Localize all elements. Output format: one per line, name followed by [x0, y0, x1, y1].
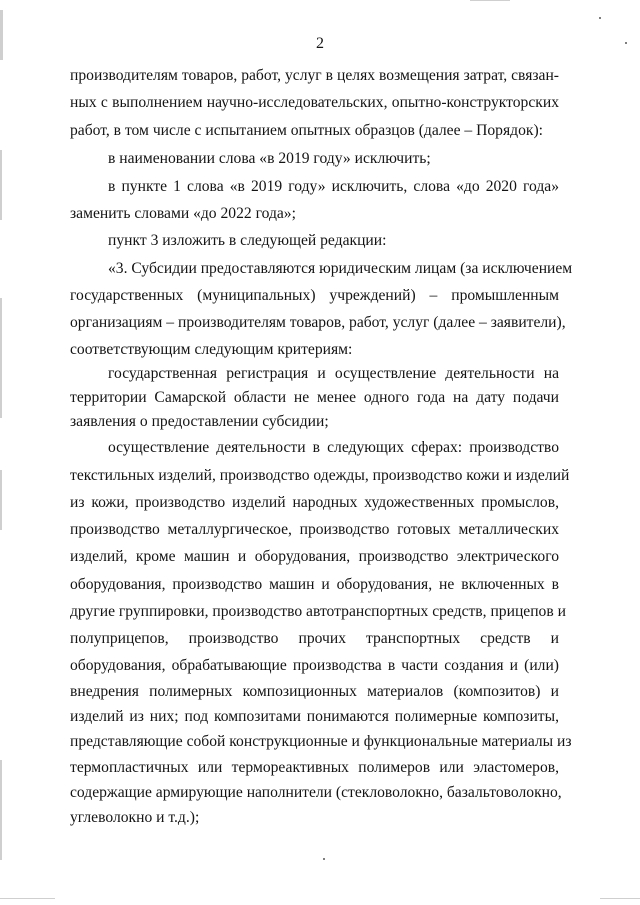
text-line: полуприцепов, производство прочих транспортных средств и: [70, 630, 559, 647]
text-line: работ, в том числе с испытанием опытных образцов (далее – Порядок):: [70, 122, 543, 139]
text-line: из кожи, производство изделий народных художественных промыслов,: [70, 494, 559, 511]
scan-edge-mark: [0, 298, 2, 418]
scan-edge-mark: [0, 470, 2, 530]
scan-edge-mark: [0, 10, 3, 60]
text-line: содержащие армирующие наполнители (стекловолокно, базальтоволокно,: [70, 784, 562, 801]
text-line: другие группировки, производство автотранспортных средств, прицепов и: [70, 603, 566, 620]
text-line: производство металлургическое, производство готовых металлических: [70, 521, 559, 538]
text-line: соответствующим следующим критериям:: [70, 341, 353, 358]
page-number: 2: [316, 35, 324, 52]
text-line: термопластичных или термореактивных полимеров или эластомеров,: [70, 759, 559, 776]
scan-edge-mark: [0, 898, 55, 899]
text-line: государственных (муниципальных) учреждений) – промышленным: [70, 287, 559, 304]
text-line: представляющие собой конструкционные и функциональные материалы из: [70, 733, 572, 750]
text-line: внедрения полимерных композиционных материалов (композитов) и: [70, 683, 559, 700]
text-line: пункт 3 изложить в следующей редакции:: [108, 232, 387, 249]
text-line: территории Самарской области не менее одного года на дату подачи: [70, 389, 559, 406]
text-line: государственная регистрация и осуществление деятельности на: [108, 365, 559, 382]
text-line: оборудования, обрабатывающие производства в части создания и (или): [70, 657, 559, 674]
scan-dot: [625, 42, 627, 44]
text-line: оборудования, производство машин и оборудования, не включенных в: [70, 576, 559, 593]
text-line: текстильных изделий, производство одежды, производство кожи и изделий: [70, 467, 570, 484]
text-line: заменить словами «до 2022 года»;: [70, 205, 296, 222]
scan-edge-mark: [470, 0, 510, 1]
scan-edge-mark: [0, 150, 2, 220]
scan-dot: [599, 17, 601, 19]
text-line: изделий, кроме машин и оборудования, производство электрического: [70, 548, 559, 565]
scan-edge-mark: [0, 760, 2, 860]
text-line: заявления о предоставлении субсидии;: [70, 413, 329, 430]
text-line: углеволокно и т.д.);: [70, 809, 200, 826]
text-line: «3. Субсидии предоставляются юридическим лицам (за исключением: [108, 260, 573, 277]
text-line: организациям – производителям товаров, работ, услуг (далее – заявители),: [70, 314, 566, 331]
text-line: в наименовании слова «в 2019 году» исключить;: [108, 150, 431, 167]
scan-dot: [323, 858, 325, 860]
text-line: ных с выполнением научно-исследовательских, опытно-конструкторских: [70, 94, 559, 111]
text-line: в пункте 1 слова «в 2019 году» исключить, слова «до 2020 года»: [108, 178, 559, 195]
text-line: производителям товаров, работ, услуг в целях возмещения затрат, связан-: [70, 67, 559, 84]
text-line: изделий из них; под композитами понимаются полимерные композиты,: [70, 708, 559, 725]
scan-edge-mark: [600, 898, 640, 899]
text-line: осуществление деятельности в следующих сферах: производство: [108, 439, 559, 456]
